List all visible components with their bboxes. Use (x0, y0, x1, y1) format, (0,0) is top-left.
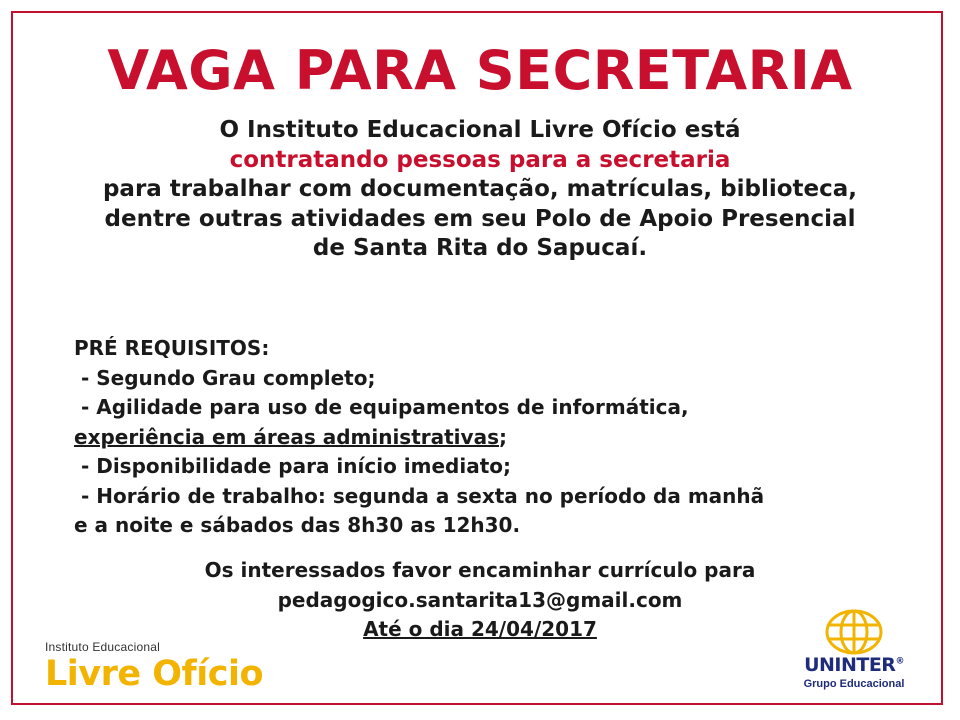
requirement-item-continuation (74, 423, 894, 453)
requirement-item: - Agilidade para uso de equipamentos de informática, (74, 395, 689, 419)
semicolon: ; (498, 424, 507, 449)
logo-big-text: Livre Ofício (45, 654, 264, 694)
intro-line-2-highlight: contratando pessoas para a secretaria (229, 146, 731, 173)
uninter-name (798, 654, 910, 676)
registered-mark: ® (895, 656, 904, 667)
requirement-item-continuation: e a noite e sábados das 8h30 as 12h30. (74, 513, 521, 537)
intro-line-3: para trabalhar com documentação, matrículas, biblioteca, (102, 176, 858, 202)
deadline-text: Até o dia 24/04/2017 (363, 617, 597, 641)
intro-paragraph (0, 116, 960, 264)
uninter-name-text: UNINTER (804, 654, 896, 676)
intro-line-4: dentre outras atividades em seu Polo de Apoio Presencial (104, 205, 856, 232)
underlined-experience-text: experiência em áreas administrativas (74, 424, 499, 449)
requirement-item: - Horário de trabalho: segunda a sexta no período da manhã (74, 483, 765, 508)
intro-line-1: O Instituto Educacional Livre Ofício está (219, 117, 741, 143)
requirement-item: - Disponibilidade para início imediato; (74, 454, 512, 478)
globe-icon (824, 608, 884, 656)
contact-email: pedagogico.santarita13@gmail.com (277, 587, 683, 612)
poster-title: VAGA PARA SECRETARIA (107, 39, 853, 102)
uninter-logo (798, 608, 910, 700)
uninter-subtitle: Grupo Educacional (803, 678, 905, 690)
intro-line-5: de Santa Rita do Sapucaí. (312, 235, 648, 261)
requirements-heading: PRÉ REQUISITOS: (74, 336, 270, 360)
requirement-item: - Segundo Grau completo; (74, 365, 376, 390)
logo-small-text: Instituto Educacional (45, 640, 160, 654)
livre-oficio-logo (45, 640, 263, 694)
contact-instruction: Os interessados favor encaminhar currículo para (204, 558, 756, 582)
requirements-section (74, 334, 894, 541)
